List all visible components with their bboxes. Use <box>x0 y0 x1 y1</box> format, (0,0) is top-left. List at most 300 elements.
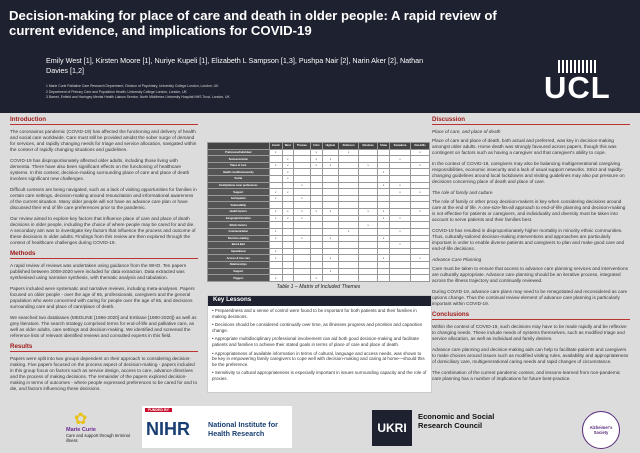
affiliation-2: 2 Department of Primary Care and Population Health, University College London, London, UK <box>46 89 187 94</box>
table-cell: x <box>377 235 389 242</box>
table-cell <box>377 268 389 275</box>
table-cell <box>339 242 359 249</box>
table-row-header: Communication <box>208 228 270 235</box>
table-row-header: Support <box>208 268 270 275</box>
table-cell <box>322 182 338 189</box>
table-cell <box>411 182 430 189</box>
table-cell <box>390 268 411 275</box>
table-cell <box>269 182 282 189</box>
table-cell <box>390 169 411 176</box>
table-cell: x <box>411 149 430 156</box>
table-row <box>208 275 430 282</box>
table-cell <box>293 255 310 262</box>
table-row <box>208 255 430 262</box>
discussion-subheading: The role of family and culture <box>432 190 493 195</box>
lesson-item: • Sensitivity to cultural appropriateness is especially important in issues surrounding capacity and the role of proxies. <box>212 370 427 381</box>
table-cell: x <box>282 215 293 222</box>
intro-paragraph: COVID-19 has disproportionately affected older adults, including those living with dementia. There have also been significant effects on the functioning of healthcare systems. In this context, decision-making surrounding place of care and place of death involves significant new challenges. <box>10 158 190 181</box>
table-cell <box>282 149 293 156</box>
table-cell: x <box>282 156 293 163</box>
table-cell <box>269 268 282 275</box>
table-cell: x <box>310 209 322 216</box>
table-row <box>208 195 430 202</box>
table-cell: x <box>310 275 322 282</box>
table-cell: x <box>269 209 282 216</box>
table-row <box>208 202 430 209</box>
table-cell <box>377 202 389 209</box>
table-cell: x <box>390 182 411 189</box>
key-lessons-box <box>207 295 432 393</box>
marie-curie-logo <box>62 409 132 449</box>
table-cell: x <box>310 149 322 156</box>
discussion-subheading: Place of care, and place of death <box>432 129 501 134</box>
table-row-header: Preference/Individual <box>208 149 270 156</box>
table-cell <box>322 202 338 209</box>
table-row-header: Anticipation <box>208 195 270 202</box>
table-row-header: Relationships <box>208 261 270 268</box>
ucl-logo <box>544 60 611 105</box>
table-cell <box>322 195 338 202</box>
table-cell <box>310 189 322 196</box>
table-cell <box>359 189 378 196</box>
table-cell <box>390 162 411 169</box>
matrix-table <box>207 142 430 282</box>
table-cell <box>377 242 389 249</box>
table-row-header: Geographic/location <box>208 215 270 222</box>
table-cell: x <box>411 255 430 262</box>
nihr-full-name: National Institute for Health Research <box>208 420 278 438</box>
table-cell <box>293 268 310 275</box>
table-cell <box>322 228 338 235</box>
table-cell: x <box>390 189 411 196</box>
table-cell <box>411 169 430 176</box>
discussion-subheading: Advance Care Planning <box>432 257 482 262</box>
table-cell <box>339 235 359 242</box>
methods-paragraph: Papers included were systematic and narrative reviews, including meta-analyses. Papers focused on older people - over the age of 65, professionals, caregivers and the general population who were concerned with caring for people over the age of 65, and decisions surrounding care and place of care/place of death. <box>10 286 195 309</box>
table-column-header: Dan-Ellis <box>411 143 430 150</box>
table-cell <box>359 268 378 275</box>
discussion-paragraph: Place of care and place of death, both actual and preferred, was key in decision-making amongst older adults. Home death was strongly favoured across papers, though this was contingent on factors such as having a caregiver and that caregiver's ability to cope. <box>432 138 617 155</box>
table-cell <box>339 209 359 216</box>
table-column-header: Kamakura <box>390 143 411 150</box>
table-cell: x <box>377 209 389 216</box>
table-cell: x <box>310 162 322 169</box>
lesson-item: • Preparedness and a sense of control were found to be important for both patients and their families in making decisions. <box>212 308 417 319</box>
methods-heading: Methods <box>10 251 198 259</box>
table-cell: x <box>282 176 293 183</box>
table-cell: x <box>390 242 411 249</box>
table-cell <box>411 222 430 229</box>
methods-paragraph: We searched two databases (MEDLINE [1966-2020] and Embase [1980-2020]) as well as grey literature. The search strategy comprised terms for end-of-life and palliative care, as well as older adults, care settings and decision-making. We identified and screened the reference lists of relevant identified reviews and consulted experts in this field. <box>10 315 197 338</box>
table-cell <box>293 242 310 249</box>
table-cell <box>411 275 430 282</box>
affiliations <box>46 84 426 101</box>
table-cell <box>359 202 378 209</box>
table-cell <box>322 149 338 156</box>
table-cell <box>411 202 430 209</box>
table-cell <box>322 169 338 176</box>
table-cell: x <box>359 162 378 169</box>
table-cell: x <box>322 268 338 275</box>
table-cell <box>269 242 282 249</box>
table-cell <box>293 261 310 268</box>
table-cell <box>390 235 411 242</box>
table-cell <box>411 242 430 249</box>
table-row-header: Access & Use care <box>208 255 270 262</box>
discussion-paragraph: COVID-19 has resulted in disproportionately higher mortality in minority ethnic communities. Thus, culturally-tailored decision-making interventions and approaches are particularly important in order to enable diverse patients and caregivers to plan and make good care and end-of-life decisions. <box>432 228 625 251</box>
table-cell <box>310 248 322 255</box>
table-cell <box>359 235 378 242</box>
table-cell <box>322 189 338 196</box>
table-cell <box>282 195 293 202</box>
table-column-header: Gould <box>269 143 282 150</box>
table-row-header: Ethnic factors <box>208 222 270 229</box>
table-cell <box>293 162 310 169</box>
table-row <box>208 209 430 216</box>
table-cell: x <box>377 182 389 189</box>
table-cell: x <box>269 162 282 169</box>
marie-curie-tagline: Care and support through terminal illness <box>66 433 130 443</box>
table-cell <box>310 268 322 275</box>
discussion-paragraph: Care must be taken to ensure that access to advance care planning services and interventions are culturally appropriate. Advance care planning should be an iterative process, integrated across the illness trajectory and continually reviewed. <box>432 266 628 283</box>
table-cell <box>359 261 378 268</box>
table-cell <box>293 222 310 229</box>
table-cell: x <box>293 195 310 202</box>
table-cell <box>269 222 282 229</box>
table-cell <box>359 228 378 235</box>
table-cell <box>269 176 282 183</box>
left-column <box>10 117 198 397</box>
table-row-header: Decision-making <box>208 235 270 242</box>
table-cell <box>390 195 411 202</box>
poster-title: Decision-making for place of care and death in older people: A rapid review of current evidence, and implications for COVID-19 <box>9 8 497 38</box>
table-row <box>208 162 430 169</box>
table-cell <box>339 215 359 222</box>
table-row <box>208 242 430 249</box>
table-cell <box>322 275 338 282</box>
table-cell <box>269 202 282 209</box>
table-column-header: Cohn <box>310 143 322 150</box>
intro-paragraph: The coronavirus pandemic (COVID-19) has affected the functioning and delivery of health and social care worldwide. Care must still be provided amidst the sober surge of demand for services, and rapidly changing needs for triage and service allocation, navigated within the context of rapidly changing situations and guidelines. <box>10 129 197 152</box>
table-cell <box>339 195 359 202</box>
table-cell <box>282 222 293 229</box>
table-cell <box>282 248 293 255</box>
table-cell <box>377 156 389 163</box>
table-cell <box>293 228 310 235</box>
table-cell <box>293 176 310 183</box>
table-cell <box>377 261 389 268</box>
table-cell <box>359 182 378 189</box>
table-cell <box>269 156 282 163</box>
table-row-header: Health factors <box>208 209 270 216</box>
table-row-header: Health condition/severity <box>208 169 270 176</box>
table-cell <box>310 182 322 189</box>
table-cell <box>282 242 293 249</box>
table-cell: x <box>390 228 411 235</box>
table-row-header: Bed & Bed <box>208 242 270 249</box>
table-row <box>208 182 430 189</box>
table-cell <box>322 222 338 229</box>
table-cell <box>293 149 310 156</box>
author-list: Emily West [1], Kirsten Moore [1], Nuriye Kupeli [1], Elizabeth L Sampson [1,3], Pushpa Nair [2], Narin Aker [2], Nathan Davies [1,2] <box>46 56 424 75</box>
nihr-wordmark: NIHR <box>146 419 190 439</box>
table-cell <box>322 261 338 268</box>
table-cell <box>269 169 282 176</box>
table-cell <box>359 275 378 282</box>
daffodil-icon: ✿ <box>74 411 88 428</box>
table-row <box>208 261 430 268</box>
table-row <box>208 268 430 275</box>
table-cell <box>282 268 293 275</box>
table-cell <box>322 248 338 255</box>
table-column-header: West <box>282 143 293 150</box>
table-cell <box>339 255 359 262</box>
table-cell <box>293 202 310 209</box>
table-cell <box>359 195 378 202</box>
discussion-paragraph: The role of family or other proxy decision-makers is key when considering decisions around care at the end of life. A one-size-fits-all approach to end-of-life planning and decision-making is not effective for patients or caregivers, and individuality and diversity must be taken into account to serve patients and their families best. <box>432 199 626 222</box>
table-corner-cell <box>208 143 270 150</box>
funded-by-label: FUNDED BY <box>145 408 172 412</box>
table-cell <box>310 176 322 183</box>
table-column-header: Higham <box>322 143 338 150</box>
conclusions-paragraph: The combination of the current pandemic context, and lessons-learned from non-pandemic care planning has a number of implications for future best-practice. <box>432 370 621 381</box>
alzheimers-society-logo: Alzheimer's Society <box>582 411 620 449</box>
table-row-header: Social <box>208 176 270 183</box>
lesson-item: • Appropriate multidisciplinary professional involvement can aid both good decision-making and facilitate patients and families to achieve their stated goals in terms of place of care and place of death. <box>212 336 419 347</box>
lesson-item: • Appropriateness of available information in terms of cultural, language and access needs, was shown to be key in empowering family caregivers to cope well with decision-making and caring at home—should this be the preference. <box>212 350 425 367</box>
table-cell: x <box>377 169 389 176</box>
table-cell: x <box>359 209 378 216</box>
table-cell <box>293 275 310 282</box>
table-cell <box>293 169 310 176</box>
table-cell <box>310 215 322 222</box>
table-cell <box>293 156 310 163</box>
table-cell <box>411 215 430 222</box>
table-cell: x <box>322 209 338 216</box>
table-cell <box>322 176 338 183</box>
table-cell <box>359 255 378 262</box>
table-cell <box>310 261 322 268</box>
table-cell <box>377 195 389 202</box>
table-cell <box>339 189 359 196</box>
table-row-header: Triggers <box>208 275 270 282</box>
right-column <box>432 117 630 387</box>
table-row <box>208 156 430 163</box>
table-cell <box>411 235 430 242</box>
table-row-header: Socioeconomic <box>208 156 270 163</box>
table-cell <box>390 202 411 209</box>
intro-paragraph: Our review aimed to explore key factors that influence place of care and place of death decisions in older people, including the choice of where people may be cared for and die. A secondary aim was to investigate key factors that influence the process and outcome of these decisions in older adults. Findings from this review are then explored through the context of healthcare challenges during COVID-19. <box>10 216 196 245</box>
table-cell <box>282 255 293 262</box>
table-cell <box>339 268 359 275</box>
table-row-header: Support <box>208 189 270 196</box>
table-cell <box>411 248 430 255</box>
poster-header <box>0 0 640 113</box>
table-cell <box>377 176 389 183</box>
table-cell: x <box>282 189 293 196</box>
affiliation-1: 1 Marie Curie Palliative Care Research Department, Division of Psychiatry, University College London, London, UK <box>46 84 219 88</box>
table-cell: x <box>322 162 338 169</box>
table-cell: x <box>411 162 430 169</box>
table-cell <box>282 202 293 209</box>
table-cell: x <box>293 215 310 222</box>
table-cell <box>339 275 359 282</box>
table-cell <box>390 209 411 216</box>
table-row <box>208 189 430 196</box>
discussion-heading: Discussion <box>432 117 630 125</box>
table-cell <box>411 156 430 163</box>
table-cell <box>339 261 359 268</box>
table-cell <box>359 156 378 163</box>
table-cell <box>377 275 389 282</box>
table-cell: x <box>310 156 322 163</box>
table-cell <box>359 169 378 176</box>
table-cell <box>359 242 378 249</box>
table-column-header: Shaw <box>377 143 389 150</box>
table-row <box>208 169 430 176</box>
lesson-item: • Decisions should be considered continually over time, as illnesses progress and priorities and capacities change. <box>212 322 423 333</box>
table-cell: x <box>322 255 338 262</box>
esrc-name: Economic and Social Research Council <box>418 412 495 430</box>
table-row-header: Vulnerability <box>208 202 270 209</box>
table-cell <box>310 222 322 229</box>
table-cell <box>359 215 378 222</box>
table-cell <box>390 275 411 282</box>
table-cell <box>310 169 322 176</box>
table-cell <box>411 195 430 202</box>
table-cell <box>390 222 411 229</box>
table-row <box>208 176 430 183</box>
table-cell: x <box>377 255 389 262</box>
table-cell: x <box>269 215 282 222</box>
intro-paragraph: Difficult contexts are being navigated, such as a lack of visiting opportunities for families in certain care settings, decision-making around resuscitation and informational awareness of the current situation. Many older people will not have an advance care plan or have discussed their end of life care preferences prior to the pandemic. <box>10 187 197 210</box>
table-row <box>208 228 430 235</box>
table-cell <box>377 248 389 255</box>
conclusions-paragraph: Advance care planning and decision-making aids can help to facilitate patients and caregivers to make choices around issues such as modified visiting rules, availability and appropriateness of domiciliary care, multigenerational caring needs and rapid changes of circumstance. <box>432 347 629 364</box>
table-row-header: Specialised <box>208 248 270 255</box>
table-cell: x <box>269 255 282 262</box>
table-cell: x <box>282 169 293 176</box>
introduction-heading: Introduction <box>10 117 198 125</box>
table-row <box>208 149 430 156</box>
table-cell <box>269 261 282 268</box>
table-cell <box>339 169 359 176</box>
table-column-header: Mendoza <box>359 143 378 150</box>
table-cell: x <box>269 149 282 156</box>
marie-curie-name: Marie Curie <box>66 427 96 433</box>
table-cell <box>310 255 322 262</box>
table-cell: x <box>269 228 282 235</box>
table-cell <box>359 176 378 183</box>
affiliation-3: 3 Barnet, Enfield and Haringey Mental Health Liaison Service, North Middlesex University Hospital NHS Trust, London, UK <box>46 95 230 100</box>
conclusions-heading: Conclusions <box>432 312 630 320</box>
table-cell <box>390 248 411 255</box>
table-row <box>208 222 430 229</box>
table-cell: x <box>282 162 293 169</box>
ukri-logo: UKRI <box>372 410 412 446</box>
table-row <box>208 248 430 255</box>
table-cell: x <box>411 189 430 196</box>
table-cell <box>322 242 338 249</box>
table-cell: x <box>339 228 359 235</box>
table-cell <box>377 222 389 229</box>
table-cell <box>411 228 430 235</box>
ucl-logo-text: UCL <box>544 70 611 105</box>
table-cell: x <box>293 209 310 216</box>
table-cell <box>282 228 293 235</box>
table-cell <box>359 248 378 255</box>
methods-paragraph: A rapid review of reviews was undertaken using guidance from the WHO. Ten papers published between 2008-2020 were included for data extraction. Data extracted was synthesised using narrative synthesis, with thematic analysis and tabulation. <box>10 263 187 280</box>
table-cell <box>390 149 411 156</box>
table-cell: x <box>390 215 411 222</box>
nihr-logo <box>142 406 292 448</box>
table-cell <box>339 162 359 169</box>
key-lessons-list <box>212 308 427 382</box>
table-cell <box>377 149 389 156</box>
table-cell <box>411 268 430 275</box>
table-cell <box>339 202 359 209</box>
table-column-header: Robinson <box>339 143 359 150</box>
table-caption: Table 1 – Matrix of Included Themes <box>276 284 361 290</box>
table-cell <box>310 235 322 242</box>
table-cell: x <box>359 222 378 229</box>
table-row-header: Family/Home carer preferences <box>208 182 270 189</box>
table-cell: x <box>269 189 282 196</box>
table-cell <box>293 189 310 196</box>
table-cell <box>339 222 359 229</box>
table-cell: x <box>269 248 282 255</box>
key-lessons-heading: Key Lessons <box>208 296 431 306</box>
table-row-header: Place of care <box>208 162 270 169</box>
table-cell <box>411 261 430 268</box>
table-cell <box>359 149 378 156</box>
table-cell: x <box>282 209 293 216</box>
table-cell <box>339 156 359 163</box>
table-cell <box>293 248 310 255</box>
table-cell <box>377 189 389 196</box>
table-cell: x <box>293 182 310 189</box>
table-cell <box>377 228 389 235</box>
results-paragraph: Papers were split into two groups dependent on their approach to considering decision-making. Five papers focused on the process aspect of decision-making - papers included in this group focus on factors such as service design, access to care, advance directives and the process of making decisions. The remainder of the papers explored decision-making in terms of outcomes - where people expressed preferences to be cared for and to die, and factors influencing these decisions. <box>10 356 198 391</box>
table-cell <box>339 248 359 255</box>
table-cell: x <box>269 195 282 202</box>
table-cell: x <box>293 235 310 242</box>
table-cell <box>377 162 389 169</box>
conclusions-paragraph: Within the context of COVID-19, such decisions may have to be made rapidly and be reflexive to changing needs. These include needs of systems themselves, such as modified triage and service allocation, as well as individual and family desires. <box>432 324 627 341</box>
discussion-paragraph: During COVID-19, advance care plans may need to be renegotiated and reconsidered as care options change. Thus the continual review element of advance care planning is particularly important within COVID-19. <box>432 289 628 306</box>
results-heading: Results <box>10 344 198 352</box>
table-cell <box>282 182 293 189</box>
table-cell <box>339 176 359 183</box>
themes-matrix-table <box>207 142 430 282</box>
discussion-paragraph: In the context of COVID-19, caregivers may also be balancing multigenerational caregiving responsibilities, economic insecurity and a lack of usual support networks. Strict and rapidly-changing guidelines around local lockdowns and visiting guidelines may also put pressure on decisions concerning place of death and place of care. <box>432 161 625 184</box>
table-cell: x <box>322 235 338 242</box>
table-cell: x <box>269 275 282 282</box>
table-cell <box>339 182 359 189</box>
table-column-header: Thomas <box>293 143 310 150</box>
table-cell <box>390 255 411 262</box>
table-cell: x <box>269 235 282 242</box>
table-cell <box>390 176 411 183</box>
table-cell <box>282 261 293 268</box>
table-cell <box>310 202 322 209</box>
table-row <box>208 235 430 242</box>
table-row <box>208 215 430 222</box>
table-cell <box>310 242 322 249</box>
table-cell <box>310 195 322 202</box>
table-cell <box>322 215 338 222</box>
table-cell: x <box>411 209 430 216</box>
